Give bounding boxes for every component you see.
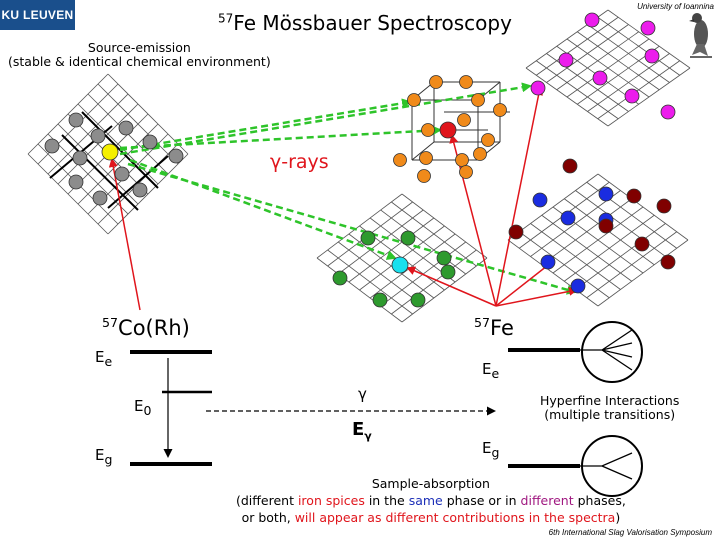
darkred-atom bbox=[657, 199, 671, 213]
magenta-atom bbox=[625, 89, 639, 103]
orange-atom bbox=[458, 114, 471, 127]
hyperfine-label: Hyperfine Interactions (multiple transitions) bbox=[540, 393, 680, 423]
gamma-ray-arrow bbox=[120, 102, 410, 150]
sample-lattice-blue-red bbox=[508, 174, 688, 306]
grey-atom bbox=[93, 191, 107, 205]
green-atom bbox=[441, 265, 455, 279]
source-atom-yellow bbox=[102, 144, 118, 160]
blue-atom bbox=[599, 187, 613, 201]
sample-line3-part: or both, bbox=[241, 509, 295, 525]
orange-atom bbox=[430, 76, 443, 89]
darkred-atom bbox=[635, 237, 649, 251]
blue-atom bbox=[561, 211, 575, 225]
green-atom bbox=[411, 293, 425, 307]
orange-atom bbox=[456, 154, 469, 167]
darkred-atom bbox=[661, 255, 675, 269]
sample-absorption-line3 bbox=[236, 510, 626, 527]
orange-atom bbox=[482, 134, 495, 147]
grey-atom bbox=[133, 183, 147, 197]
darkred-atom bbox=[599, 219, 613, 233]
sample-line2-part: same bbox=[408, 492, 443, 508]
grey-atom bbox=[143, 135, 157, 149]
darkred-atom bbox=[627, 189, 641, 203]
source-excited-label: $E_e$ bbox=[95, 348, 113, 369]
absorber-ground-label: $E_g$ bbox=[482, 439, 500, 460]
orange-atom bbox=[474, 148, 487, 161]
source-emission-label: Source-emission (stable & identical chemical environment) bbox=[8, 40, 271, 70]
footer-label: 6th International Slag Valorisation Symposium bbox=[548, 528, 712, 537]
green-atom bbox=[333, 271, 347, 285]
sample-line2-part: iron spices bbox=[297, 492, 365, 508]
absorber-excited-label: $E_e$ bbox=[482, 360, 500, 381]
grey-atom bbox=[69, 175, 83, 189]
source-ground-label: $E_g$ bbox=[95, 446, 113, 467]
orange-atom bbox=[494, 104, 507, 117]
university-label: University of Ioannina bbox=[637, 2, 714, 11]
sample-line3-part: will appear as different contributions in the spectra bbox=[294, 509, 616, 525]
page-title: $^{57}$Fe Mössbauer Spectroscopy bbox=[218, 11, 512, 35]
blue-atom bbox=[541, 255, 555, 269]
gamma-rays-label: γ-rays bbox=[270, 151, 329, 173]
orange-atom bbox=[422, 124, 435, 137]
sample-line2-part: different bbox=[520, 492, 574, 508]
orange-atom bbox=[460, 166, 473, 179]
magenta-atom bbox=[661, 105, 675, 119]
green-atom bbox=[437, 251, 451, 265]
orange-atom bbox=[408, 94, 421, 107]
decay-arrow bbox=[496, 290, 576, 306]
sample-line2-part: phases, bbox=[573, 492, 626, 508]
sample-line2-part: in the bbox=[364, 492, 409, 508]
green-atom bbox=[373, 293, 387, 307]
iron-atom-red bbox=[440, 122, 456, 138]
probe-atom-cyan bbox=[392, 257, 408, 273]
blue-atom bbox=[533, 193, 547, 207]
source-zero-label: $E_0$ bbox=[134, 397, 152, 418]
grey-atom bbox=[115, 167, 129, 181]
absorber-isotope-label: $^{57}$Fe bbox=[474, 315, 514, 340]
source-isotope-label: $^{57}$Co(Rh) bbox=[102, 315, 190, 340]
darkred-atom bbox=[563, 159, 577, 173]
orange-atom bbox=[472, 94, 485, 107]
sample-line2-part: (different bbox=[236, 492, 298, 508]
green-atom bbox=[361, 231, 375, 245]
orange-atom bbox=[420, 152, 433, 165]
blue-atom bbox=[571, 279, 585, 293]
gamma-ray-arrow bbox=[128, 164, 575, 292]
sample-line3-part: ) bbox=[615, 509, 621, 525]
grey-atom bbox=[169, 149, 183, 163]
grey-atom bbox=[91, 129, 105, 143]
grey-atom bbox=[45, 139, 59, 153]
orange-atom bbox=[418, 170, 431, 183]
magenta-atom bbox=[559, 53, 573, 67]
orange-atom bbox=[460, 76, 473, 89]
orange-atom bbox=[394, 154, 407, 167]
grey-atom bbox=[119, 121, 133, 135]
sample-absorption-line2 bbox=[236, 493, 626, 510]
green-atom bbox=[401, 231, 415, 245]
darkred-atom bbox=[509, 225, 523, 239]
ku-leuven-logo: KU LEUVEN bbox=[0, 0, 75, 30]
sample-absorption-text: Sample-absorption (different iron spices in the same phase or in different phases, or both, will appear as different contributions in the spectra) bbox=[236, 476, 626, 525]
magenta-atom bbox=[531, 81, 545, 95]
decay-arrow bbox=[112, 160, 140, 310]
grey-atom bbox=[69, 113, 83, 127]
magenta-atom bbox=[645, 49, 659, 63]
gamma-ray-arrow bbox=[130, 160, 395, 258]
magenta-atom bbox=[641, 21, 655, 35]
gamma-energy-label: $E_\gamma$ bbox=[352, 419, 372, 443]
hyperfine-excited-split bbox=[580, 322, 642, 382]
gamma-symbol: γ bbox=[358, 385, 367, 403]
bird-emblem-icon bbox=[689, 13, 712, 57]
grey-atom bbox=[73, 151, 87, 165]
sample-line2-part: phase or in bbox=[442, 492, 521, 508]
magenta-atom bbox=[585, 13, 599, 27]
magenta-atom bbox=[593, 71, 607, 85]
